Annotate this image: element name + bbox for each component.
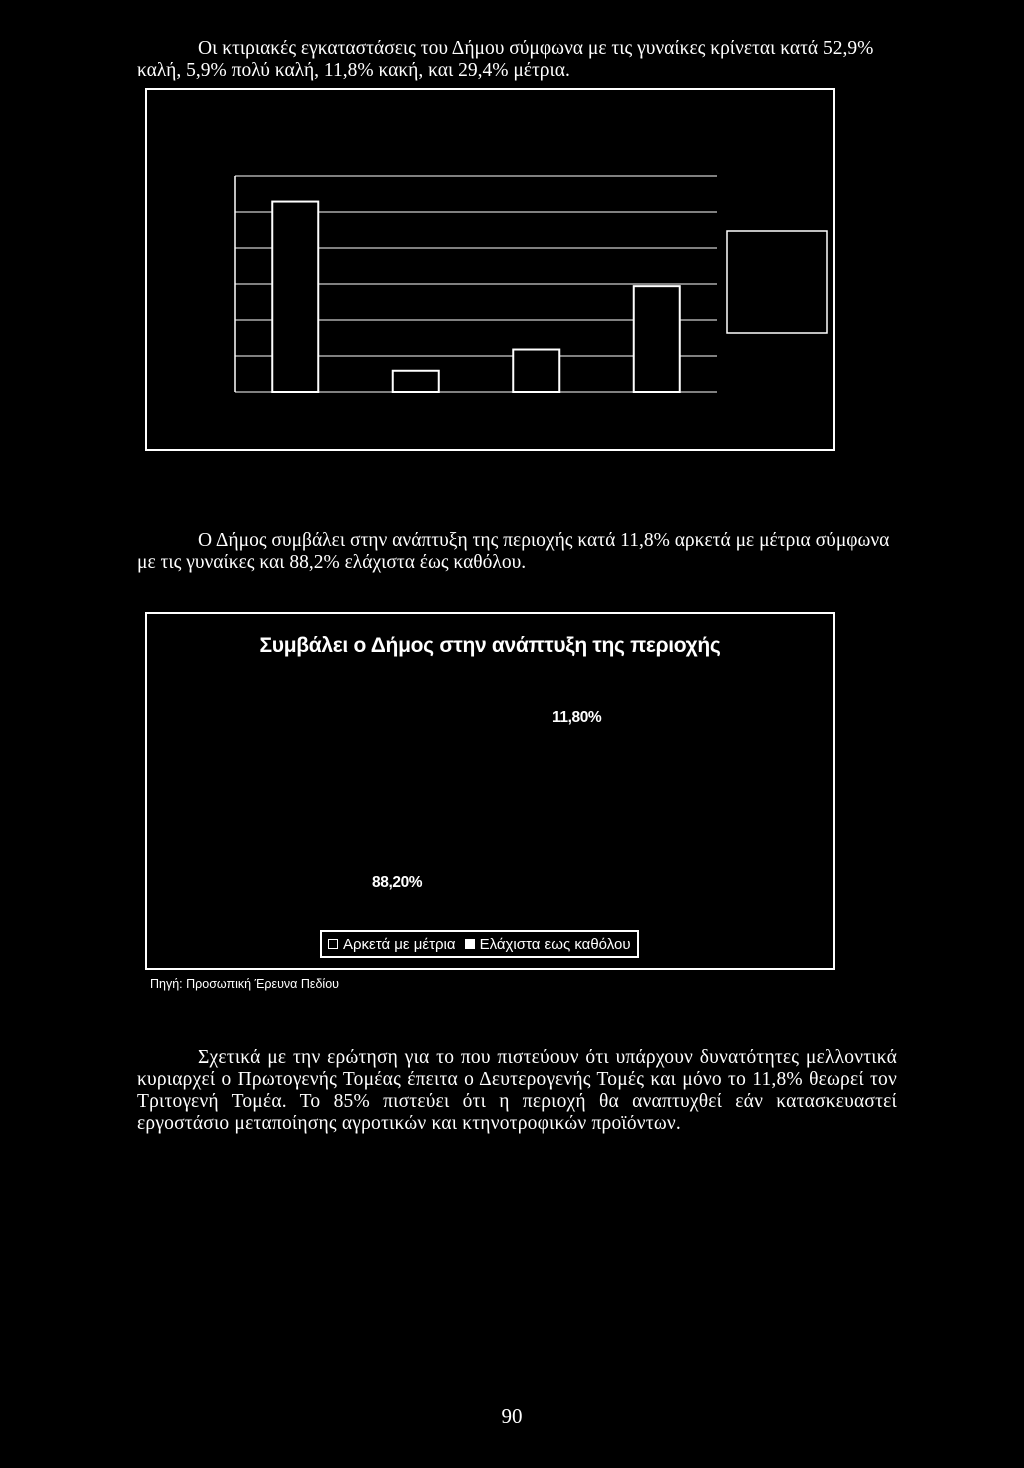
bar-3 — [634, 286, 680, 392]
bar-1 — [393, 371, 439, 392]
pie-chart-frame — [145, 612, 835, 970]
source-caption: Πηγή: Προσωπική Έρευνα Πεδίου — [150, 977, 339, 991]
paragraph-future-potential: Σχετικά με την ερώτηση για το που πιστεύουν ότι υπάρχουν δυνατότητες μελλοντικά κυριαρχεί ο Πρωτογενής Τομέας έπειτα ο Δευτερογενής Τομές και μόνο το 11,8% θεωρεί τον Τριτογενή Τομέα. Το 85% πιστεύει ότι η περιοχή θα αναπτυχθεί εάν κατασκευαστεί εργοστάσιο μεταποίησης αγροτικών και κτηνοτροφικών προϊόντων. — [137, 1047, 897, 1134]
pie-chart-legend — [320, 930, 639, 958]
paragraph-municipality-contribution: Ο Δήμος συμβάλει στην ανάπτυξη της περιοχής κατά 11,8% αρκετά με μέτρια σύμφωνα με τις γυναίκες και 88,2% ελάχιστα έως καθόλου. — [137, 530, 890, 573]
pie-chart-title: Συμβάλει ο Δήμος στην ανάπτυξη της περιοχής — [259, 634, 721, 657]
legend-item-first: Αρκετά με μέτρια — [343, 935, 456, 953]
page-number: 90 — [501, 1404, 523, 1428]
bar-chart-legend-box — [727, 231, 827, 333]
bar-chart-bars — [272, 202, 680, 392]
legend-swatch-open-square-icon — [328, 939, 338, 949]
legend-swatch-filled-square-icon — [465, 939, 475, 949]
pie-data-label-second: 88,20% — [372, 874, 423, 891]
bar-2 — [513, 350, 559, 392]
legend-item-second: Ελάχιστα εως καθόλου — [479, 935, 631, 953]
bar-chart — [147, 90, 837, 453]
bar-0 — [272, 202, 318, 392]
bar-chart-frame — [145, 88, 835, 451]
paragraph-building-facilities: Οι κτιριακές εγκαταστάσεις του Δήμου σύμφωνα με τις γυναίκες κρίνεται κατά 52,9% καλή, 5,9% πολύ καλή, 11,8% κακή, και 29,4% μέτρια. — [137, 38, 874, 81]
pie-data-label-first: 11,80% — [552, 709, 602, 726]
